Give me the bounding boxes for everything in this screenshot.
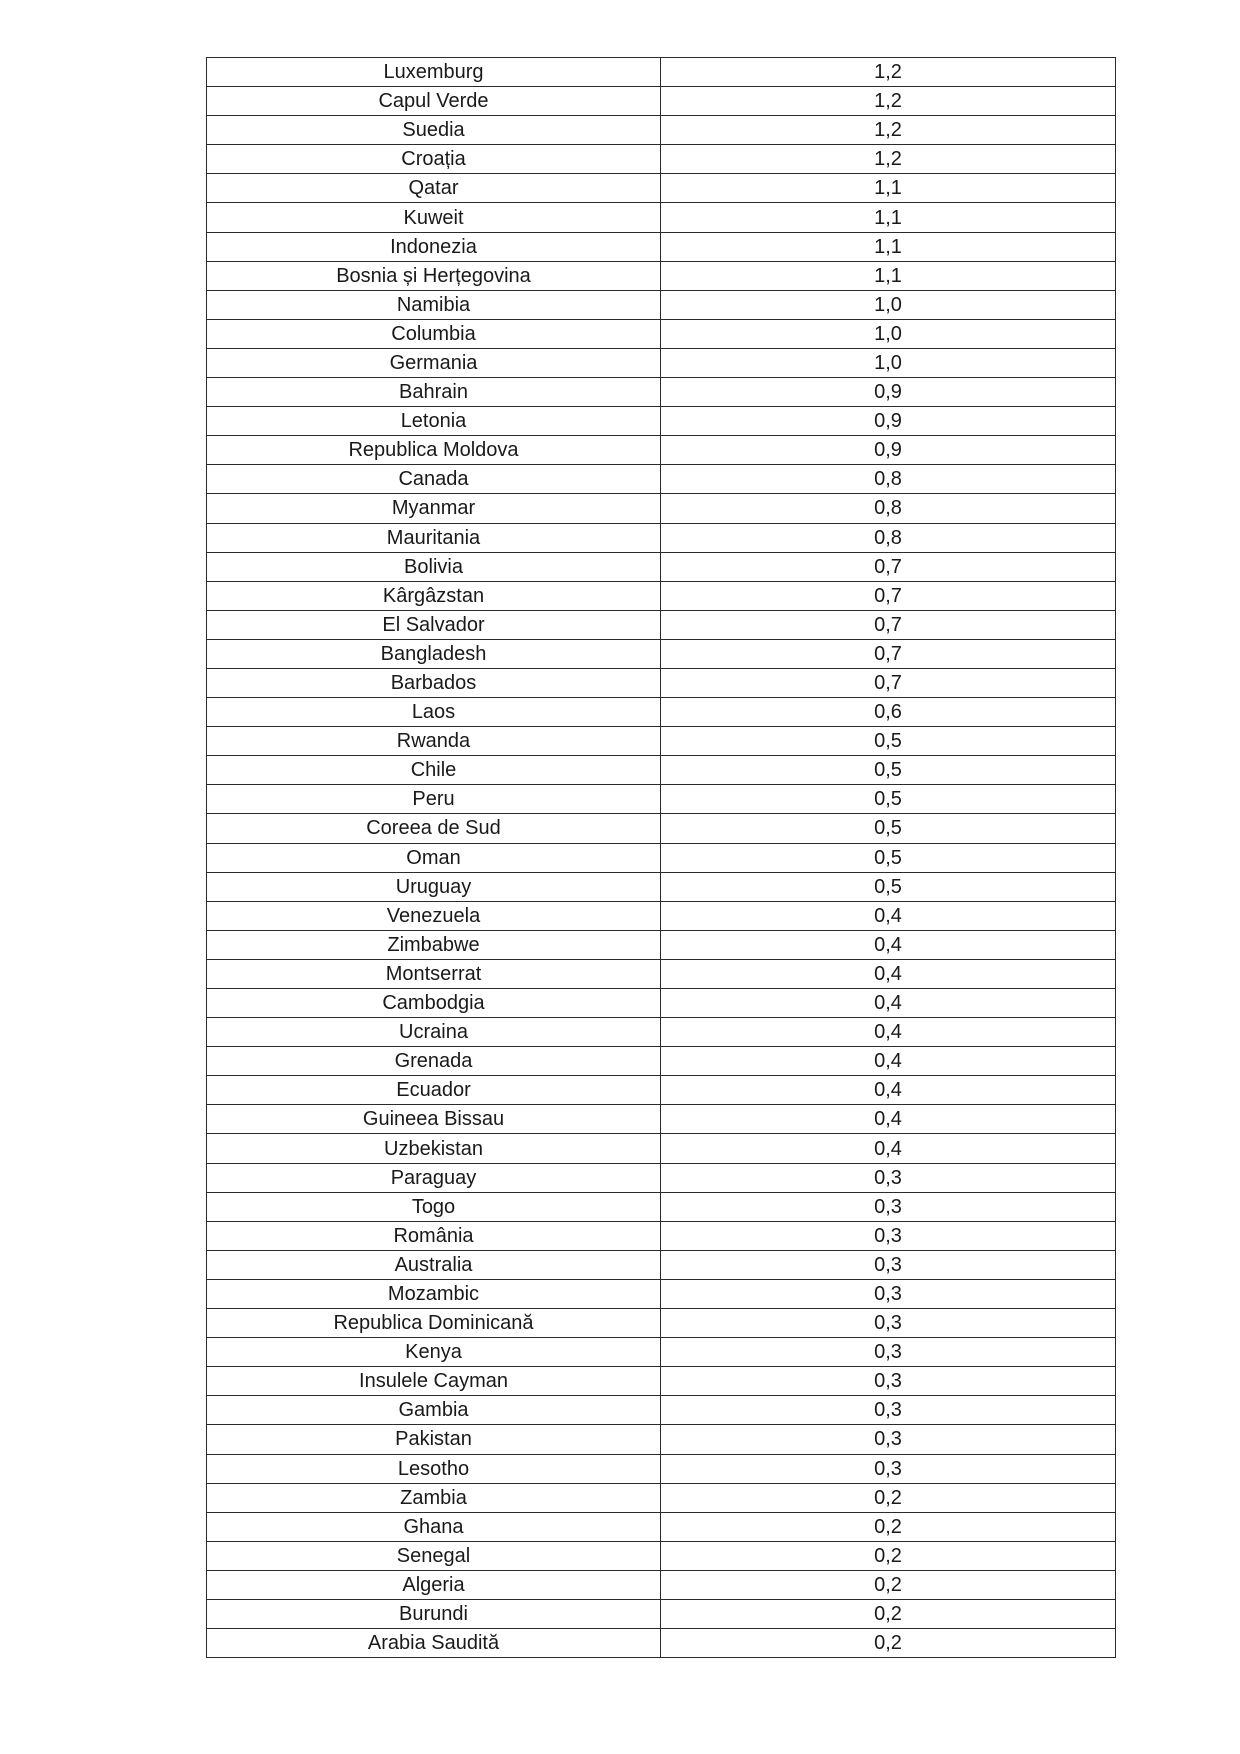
table-row: [207, 843, 1116, 872]
table-row: [207, 232, 1116, 261]
value-cell: 0,7: [661, 581, 1116, 610]
country-cell: Barbados: [207, 668, 661, 697]
value-cell: 0,4: [661, 1047, 1116, 1076]
country-cell: Lesotho: [207, 1454, 661, 1483]
value-cell: 0,3: [661, 1367, 1116, 1396]
table-row: [207, 203, 1116, 232]
table-row: [207, 1309, 1116, 1338]
table-row: [207, 116, 1116, 145]
table-row: [207, 1570, 1116, 1599]
table-row: [207, 901, 1116, 930]
value-cell: 0,8: [661, 523, 1116, 552]
table-row: [207, 1163, 1116, 1192]
table-row: [207, 1279, 1116, 1308]
table-row: [207, 174, 1116, 203]
table-row: [207, 1134, 1116, 1163]
table-row: [207, 319, 1116, 348]
country-cell: Qatar: [207, 174, 661, 203]
value-cell: 0,8: [661, 494, 1116, 523]
table-body: [207, 58, 1116, 1658]
value-cell: 0,3: [661, 1454, 1116, 1483]
country-cell: Namibia: [207, 290, 661, 319]
country-cell: El Salvador: [207, 610, 661, 639]
country-cell: Croația: [207, 145, 661, 174]
country-cell: Letonia: [207, 407, 661, 436]
value-cell: 0,7: [661, 610, 1116, 639]
table-row: [207, 581, 1116, 610]
table-row: [207, 814, 1116, 843]
table-row: [207, 145, 1116, 174]
table-row: [207, 727, 1116, 756]
table-row: [207, 1599, 1116, 1628]
value-cell: 0,4: [661, 959, 1116, 988]
table-row: [207, 1047, 1116, 1076]
country-cell: Indonezia: [207, 232, 661, 261]
table-row: [207, 552, 1116, 581]
value-cell: 0,3: [661, 1338, 1116, 1367]
table-row: [207, 290, 1116, 319]
country-cell: Bolivia: [207, 552, 661, 581]
table-row: [207, 494, 1116, 523]
country-cell: Montserrat: [207, 959, 661, 988]
value-cell: 1,1: [661, 261, 1116, 290]
table-row: [207, 407, 1116, 436]
country-cell: Venezuela: [207, 901, 661, 930]
table-row: [207, 785, 1116, 814]
table-row: [207, 989, 1116, 1018]
country-cell: Senegal: [207, 1541, 661, 1570]
country-cell: Insulele Cayman: [207, 1367, 661, 1396]
table-row: [207, 1454, 1116, 1483]
value-cell: 1,0: [661, 319, 1116, 348]
country-cell: Ucraina: [207, 1018, 661, 1047]
value-cell: 0,4: [661, 1105, 1116, 1134]
value-cell: 0,2: [661, 1570, 1116, 1599]
value-cell: 0,5: [661, 872, 1116, 901]
table-row: [207, 1512, 1116, 1541]
value-cell: 1,2: [661, 87, 1116, 116]
table-row: [207, 872, 1116, 901]
value-cell: 0,4: [661, 989, 1116, 1018]
country-cell: Arabia Saudită: [207, 1629, 661, 1658]
country-cell: Suedia: [207, 116, 661, 145]
value-cell: 0,2: [661, 1629, 1116, 1658]
country-cell: Chile: [207, 756, 661, 785]
value-cell: 0,3: [661, 1309, 1116, 1338]
country-cell: Guineea Bissau: [207, 1105, 661, 1134]
table-row: [207, 1076, 1116, 1105]
table-row: [207, 523, 1116, 552]
value-cell: 0,5: [661, 814, 1116, 843]
country-cell: Mauritania: [207, 523, 661, 552]
country-cell: Gambia: [207, 1396, 661, 1425]
value-cell: 0,5: [661, 756, 1116, 785]
table-row: [207, 348, 1116, 377]
country-cell: Capul Verde: [207, 87, 661, 116]
value-cell: 0,5: [661, 843, 1116, 872]
value-cell: 0,8: [661, 465, 1116, 494]
value-cell: 0,3: [661, 1279, 1116, 1308]
table-row: [207, 1396, 1116, 1425]
value-cell: 1,1: [661, 203, 1116, 232]
value-cell: 0,4: [661, 901, 1116, 930]
value-cell: 0,2: [661, 1541, 1116, 1570]
value-cell: 0,7: [661, 639, 1116, 668]
country-cell: Togo: [207, 1192, 661, 1221]
value-cell: 0,3: [661, 1250, 1116, 1279]
value-cell: 0,3: [661, 1221, 1116, 1250]
table-row: [207, 378, 1116, 407]
country-cell: Bangladesh: [207, 639, 661, 668]
value-cell: 1,2: [661, 145, 1116, 174]
value-cell: 0,2: [661, 1483, 1116, 1512]
value-cell: 1,0: [661, 348, 1116, 377]
country-cell: Bosnia și Herțegovina: [207, 261, 661, 290]
country-cell: Columbia: [207, 319, 661, 348]
country-cell: Mozambic: [207, 1279, 661, 1308]
country-cell: Luxemburg: [207, 58, 661, 87]
country-cell: Rwanda: [207, 727, 661, 756]
country-cell: Republica Dominicană: [207, 1309, 661, 1338]
table-row: [207, 87, 1116, 116]
country-cell: Paraguay: [207, 1163, 661, 1192]
table-row: [207, 58, 1116, 87]
value-cell: 0,9: [661, 378, 1116, 407]
country-cell: Republica Moldova: [207, 436, 661, 465]
country-cell: Laos: [207, 698, 661, 727]
value-cell: 0,2: [661, 1512, 1116, 1541]
table-row: [207, 1338, 1116, 1367]
table-row: [207, 959, 1116, 988]
table-row: [207, 610, 1116, 639]
value-cell: 1,0: [661, 290, 1116, 319]
value-cell: 0,3: [661, 1425, 1116, 1454]
country-cell: Peru: [207, 785, 661, 814]
value-cell: 1,1: [661, 232, 1116, 261]
table-row: [207, 1425, 1116, 1454]
country-cell: Ecuador: [207, 1076, 661, 1105]
country-cell: Kenya: [207, 1338, 661, 1367]
value-cell: 0,7: [661, 668, 1116, 697]
country-cell: Kuweit: [207, 203, 661, 232]
value-cell: 1,2: [661, 116, 1116, 145]
country-cell: Burundi: [207, 1599, 661, 1628]
table-row: [207, 698, 1116, 727]
value-cell: 0,4: [661, 1134, 1116, 1163]
table-row: [207, 1541, 1116, 1570]
value-cell: 0,4: [661, 1018, 1116, 1047]
value-cell: 0,4: [661, 1076, 1116, 1105]
country-cell: Uruguay: [207, 872, 661, 901]
value-cell: 0,9: [661, 407, 1116, 436]
value-cell: 0,2: [661, 1599, 1116, 1628]
country-cell: Coreea de Sud: [207, 814, 661, 843]
table-row: [207, 1018, 1116, 1047]
table-row: [207, 756, 1116, 785]
country-cell: Uzbekistan: [207, 1134, 661, 1163]
table-row: [207, 465, 1116, 494]
table-row: [207, 1250, 1116, 1279]
data-table: [206, 57, 1116, 1658]
country-cell: Australia: [207, 1250, 661, 1279]
value-cell: 0,5: [661, 727, 1116, 756]
table-row: [207, 1367, 1116, 1396]
table-row: [207, 1629, 1116, 1658]
value-cell: 0,5: [661, 785, 1116, 814]
value-cell: 0,3: [661, 1192, 1116, 1221]
value-cell: 0,3: [661, 1163, 1116, 1192]
table-row: [207, 436, 1116, 465]
country-cell: Algeria: [207, 1570, 661, 1599]
value-cell: 1,1: [661, 174, 1116, 203]
value-cell: 0,3: [661, 1396, 1116, 1425]
country-cell: Pakistan: [207, 1425, 661, 1454]
value-cell: 0,6: [661, 698, 1116, 727]
country-cell: Germania: [207, 348, 661, 377]
country-cell: Myanmar: [207, 494, 661, 523]
value-cell: 0,9: [661, 436, 1116, 465]
country-cell: Oman: [207, 843, 661, 872]
country-cell: Ghana: [207, 1512, 661, 1541]
table-row: [207, 1221, 1116, 1250]
country-cell: Bahrain: [207, 378, 661, 407]
value-cell: 0,4: [661, 930, 1116, 959]
country-cell: Cambodgia: [207, 989, 661, 1018]
table-row: [207, 668, 1116, 697]
table-row: [207, 1105, 1116, 1134]
table-row: [207, 261, 1116, 290]
table-row: [207, 930, 1116, 959]
country-cell: Canada: [207, 465, 661, 494]
country-cell: Kârgâzstan: [207, 581, 661, 610]
value-cell: 1,2: [661, 58, 1116, 87]
country-cell: România: [207, 1221, 661, 1250]
table-row: [207, 639, 1116, 668]
country-cell: Grenada: [207, 1047, 661, 1076]
table-row: [207, 1192, 1116, 1221]
country-cell: Zimbabwe: [207, 930, 661, 959]
value-cell: 0,7: [661, 552, 1116, 581]
table-row: [207, 1483, 1116, 1512]
country-cell: Zambia: [207, 1483, 661, 1512]
